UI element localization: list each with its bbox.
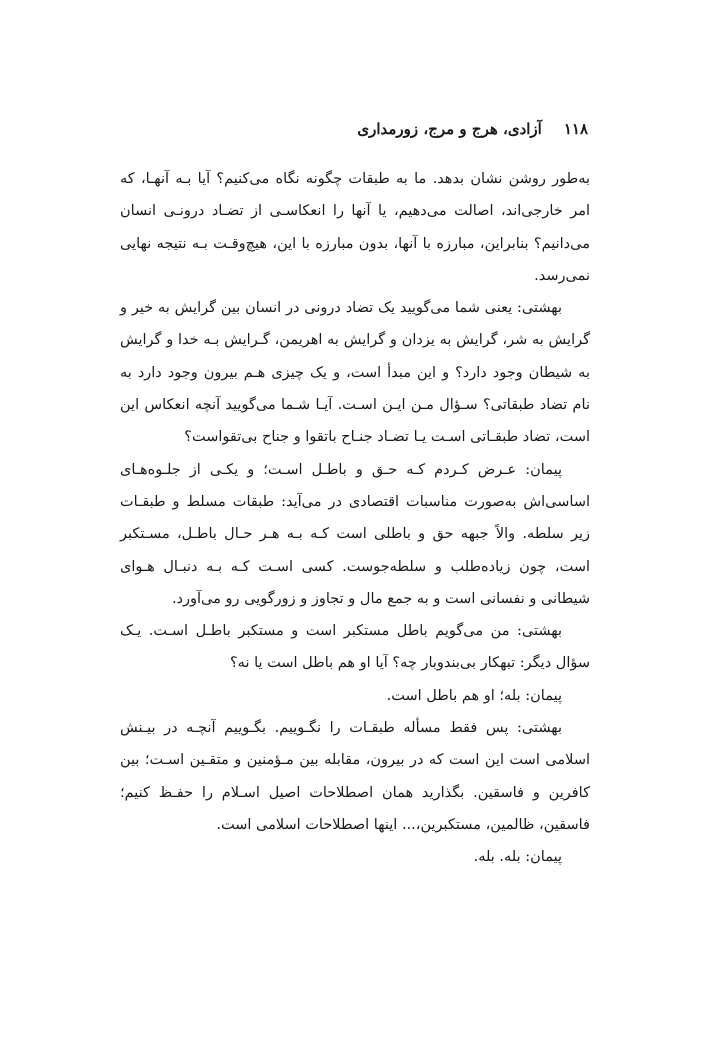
paragraph: به‌طور روشن نشان بدهد. ما به طبقات چگونه نگاه می‌کنیم؟ آیا بـه آنهـا، که امر خارجی‌اند، اصالت می‌دهیم، یا آنها را انعکاسـی از تضـاد درونـی انسان می‌دانیم؟ بنابراین، مبارزه با آنها، بدون مبارزه با این، هیچ‌وقـت بـه نتیجه نهایی نمی‌رسد. — [120, 171, 590, 284]
paragraph: بهشتی: من می‌گویم باطل مستکبر است و مستکبر باطـل اسـت. یـک سؤال دیگر: تبهکار بی‌بندوبار چه؟ آیا او هم باطل است یا نه؟ — [120, 623, 590, 672]
paragraph: پیمان: بله؛ او هم باطل است. — [386, 687, 562, 704]
page-number: ۱۱۸ — [563, 120, 588, 138]
running-header — [357, 120, 588, 138]
paragraph: بهشتی: یعنی شما می‌گویید یک تضاد درونی در انسان بین گرایش به خیر و گرایش به شر، گرایش به یزدان و گرایش به اهریمن، گـرایش بـه خدا و گرایش به شیطان وجود دارد؟ و این مبدأ است، و یک چیزی هـم بیرون وجود دارد به نام تضاد طبقاتی؟ سـؤال مـن ایـن اسـت. آیـا شـما می‌گویید آنچه انعکاس این است، تضاد طبقـاتی اسـت یـا تضـاد جنـاح باتقوا و جناح بی‌تقواست؟ — [120, 300, 590, 446]
chapter-title: آزادی، هرج و مرج، زورمداری — [357, 120, 542, 138]
paragraph: بهشتی: پس فقط مسأله طبقـات را نگـوییم. بگـوییم آنچـه در بیـنش اسلامی است این است که در بیرون، مقابله بین مـؤمنین و متقـین اسـت؛ بین کافرین و فاسقین. بگذارید همان اصطلاحات اصیل اسـلام را حفـظ کنیم؛ فاسقین، ظالمین، مستکبرین،... اینها اصطلاحات اسلامی است. — [120, 720, 590, 833]
body-text — [120, 163, 590, 874]
paragraph: پیمان: عـرض کـردم کـه حـق و باطـل اسـت؛ و یکـی از جلـوه‌هـای اساسی‌اش به‌صورت مناسبات اقتصادی در می‌آید: طبقات مسلط و طبقـات زیر سلطه. والاً جبهه حق و باطلی است کـه بـه هـر حـال باطـل، مسـتکبر است، چون زیاده‌طلب و سلطه‌جوست. کسی اسـت کـه بـه دنبـال هـوای شیطانی و نفسانی است و به جمع مال و تجاوز و زورگویی رو می‌آورد. — [120, 461, 590, 607]
paragraph: پیمان: بله. بله. — [473, 849, 562, 866]
